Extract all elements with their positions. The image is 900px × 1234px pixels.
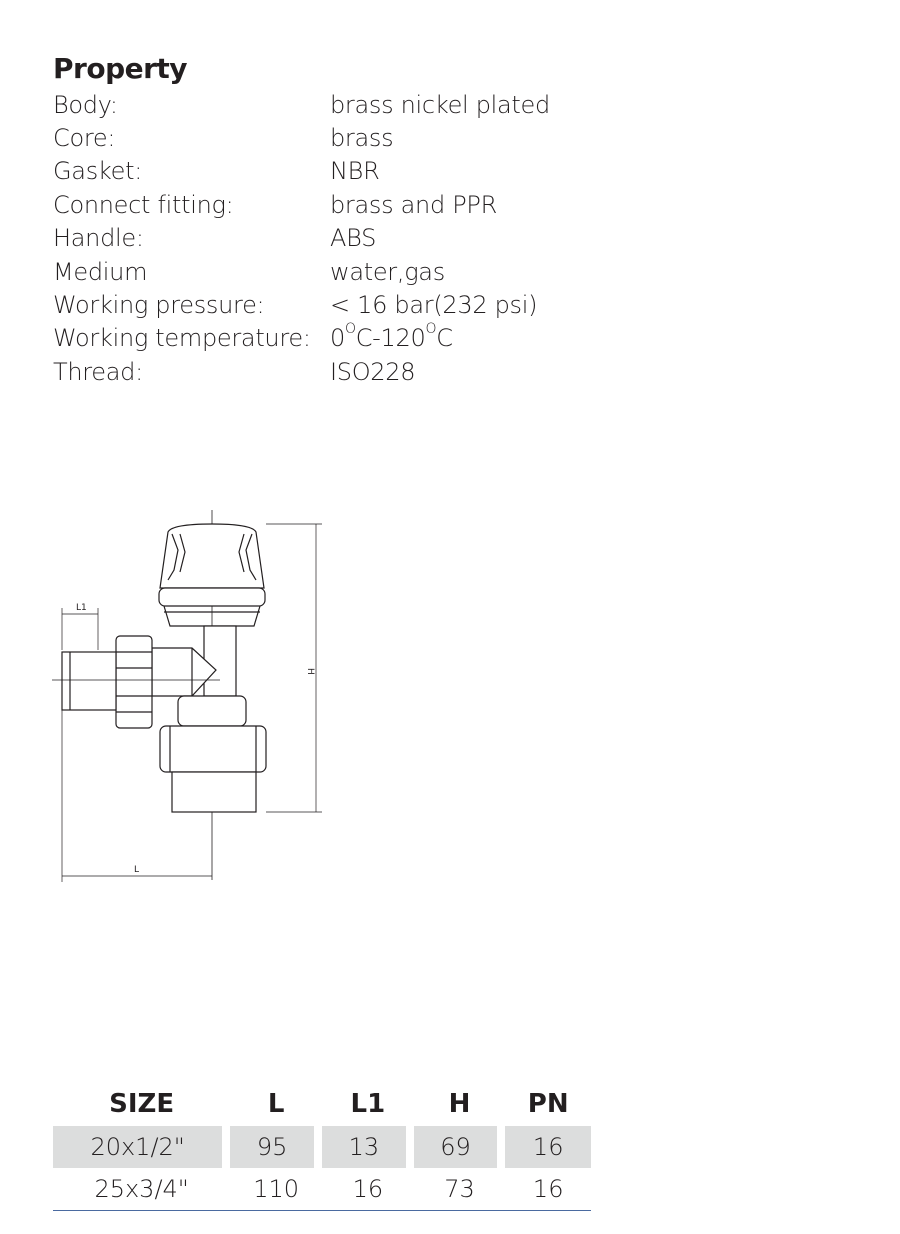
cell-l: 110: [230, 1168, 322, 1211]
temp-min: 0: [330, 324, 345, 353]
valve-stem: [204, 626, 236, 696]
property-value: brass nickel plated: [330, 90, 550, 119]
property-label: Core:: [53, 124, 116, 153]
handle-cap: [160, 524, 264, 588]
property-label: Thread:: [53, 357, 143, 386]
property-label: Body:: [53, 90, 118, 119]
property-value: water,gas: [330, 257, 445, 286]
cell-pn: 16: [505, 1168, 591, 1211]
temp-range: C-120: [355, 324, 426, 353]
property-title: Property: [53, 52, 188, 85]
property-label: Handle:: [53, 224, 144, 253]
cell-l: 95: [230, 1126, 322, 1168]
property-label: Working pressure:: [53, 291, 265, 320]
cell-size: 20x1/2": [53, 1126, 230, 1168]
property-label: Medium: [53, 257, 148, 286]
cell-pn: 16: [505, 1126, 591, 1168]
property-row-handle: [53, 222, 550, 255]
header-l: L: [267, 1089, 285, 1119]
dim-label-l: L: [134, 865, 140, 875]
property-label: Connect fitting:: [53, 190, 234, 219]
property-list: [53, 88, 550, 389]
dim-label-l1: L1: [76, 603, 87, 613]
property-value: brass: [330, 124, 394, 153]
property-row-connect-fitting: [53, 188, 550, 221]
cell-h: 69: [414, 1126, 506, 1168]
cell-h: 73: [414, 1168, 506, 1211]
union-nut-left: [116, 636, 152, 728]
header-size: SIZE: [109, 1089, 175, 1119]
valve-technical-drawing: [40, 500, 340, 890]
property-value: ISO228: [330, 357, 416, 386]
table-row: [53, 1126, 591, 1168]
header-l1: L1: [350, 1089, 386, 1119]
property-value: NBR: [330, 157, 380, 186]
property-label: Gasket:: [53, 157, 143, 186]
property-value: < 16 bar(232 psi): [330, 291, 538, 320]
property-row-medium: [53, 255, 550, 288]
degree-symbol: O: [344, 321, 356, 338]
lower-tail: [172, 772, 256, 812]
table-row: [53, 1168, 591, 1211]
header-pn: PN: [527, 1089, 569, 1119]
property-value: brass and PPR: [330, 190, 497, 219]
dim-label-h: H: [305, 668, 315, 675]
property-row-body: [53, 88, 550, 121]
property-row-gasket: [53, 155, 550, 188]
property-value: ABS: [330, 224, 377, 253]
degree-symbol: O: [425, 321, 437, 338]
property-label: Working temperature:: [53, 324, 311, 353]
cell-l1: 16: [322, 1168, 414, 1211]
cell-l1: 13: [322, 1126, 414, 1168]
property-row-core: [53, 121, 550, 154]
property-row-working-temperature: [53, 322, 550, 355]
table-header-row: [53, 1082, 591, 1126]
property-row-working-pressure: [53, 288, 550, 321]
property-row-thread: [53, 355, 550, 388]
cell-size: 25x3/4": [53, 1168, 230, 1211]
header-h: H: [448, 1089, 471, 1119]
lower-collar: [178, 696, 246, 726]
property-value: [330, 321, 453, 353]
lower-nut: [160, 726, 266, 772]
handle-collar: [159, 588, 265, 606]
temp-unit: C: [436, 324, 453, 353]
size-spec-table: [53, 1082, 591, 1211]
